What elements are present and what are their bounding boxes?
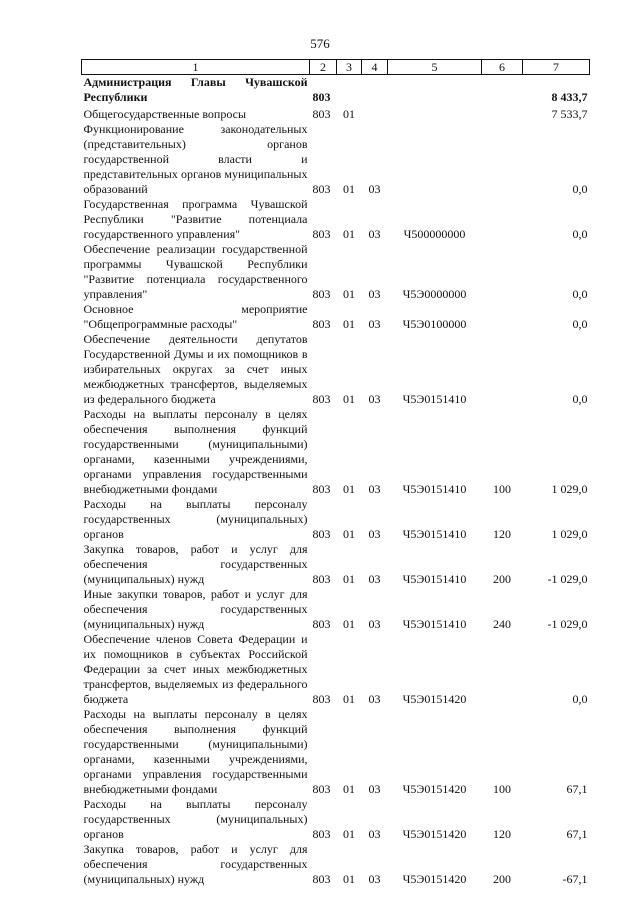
subsection-code: 03 <box>368 872 381 886</box>
ministry-code: 803 <box>312 872 331 886</box>
ministry-code: 803 <box>312 227 331 241</box>
section-code: 01 <box>343 227 355 241</box>
ministry-code: 803 <box>312 692 331 706</box>
expense-type-code: 120 <box>493 527 511 541</box>
expense-type-code <box>482 197 523 242</box>
amount: 67,1 <box>566 782 588 796</box>
table-row <box>82 407 590 497</box>
table-row <box>82 587 590 632</box>
subsection-code: 03 <box>368 617 381 631</box>
subsection-code: 03 <box>368 782 381 796</box>
section-code: 01 <box>343 572 355 586</box>
expense-type-code: 100 <box>493 482 511 496</box>
table-row <box>82 632 590 707</box>
table-row <box>82 197 590 242</box>
row-name: Расходы на выплаты персоналу в целях обеспечения выполнения функций государственными (муниципальными) органами, казенными учреждениями, органами управления государственными внебюджетными фондами <box>83 407 308 496</box>
table-row <box>82 105 590 122</box>
column-header-2: 2 <box>310 60 337 75</box>
subsection-code: 03 <box>368 392 381 406</box>
amount: 7 533,7 <box>551 107 588 121</box>
expense-type-code: 200 <box>493 572 511 586</box>
section-code: 01 <box>343 872 355 886</box>
amount: 0,0 <box>572 692 588 706</box>
subsection-code: 03 <box>368 692 381 706</box>
expense-type-code <box>482 302 523 332</box>
expense-type-code: 120 <box>493 827 511 841</box>
expense-type-code: 200 <box>493 872 511 886</box>
subsection-code: 03 <box>368 182 381 196</box>
section-code: 01 <box>343 692 355 706</box>
row-name: Расходы на выплаты персоналу в целях обеспечения выполнения функций государственными (муниципальными) органами, казенными учреждениями, органами управления государственными внебюджетными фондами <box>83 707 308 796</box>
row-name: Основное мероприятие "Общепрограммные расходы" <box>83 302 308 331</box>
table-row <box>82 497 590 542</box>
ministry-code: 803 <box>312 527 331 541</box>
ministry-code: 803 <box>312 107 331 121</box>
amount: 1 029,0 <box>551 527 588 541</box>
target-article-code: Ч5Э0151410 <box>402 572 467 586</box>
subsection-code <box>362 105 388 122</box>
expense-type-code <box>482 632 523 707</box>
amount: 67,1 <box>566 827 588 841</box>
table-row <box>82 842 590 887</box>
ministry-code: 803 <box>312 287 331 301</box>
target-article-code: Ч5Э0151410 <box>402 527 467 541</box>
target-article-code: Ч5Э0151420 <box>402 872 467 886</box>
amount: 0,0 <box>572 182 588 196</box>
expense-type-code: 100 <box>493 782 511 796</box>
target-article-code: Ч5Э0100000 <box>402 317 467 331</box>
subsection-code: 03 <box>368 527 381 541</box>
table-header <box>82 60 590 75</box>
target-article-code: Ч5Э0151410 <box>402 617 467 631</box>
row-name: Расходы на выплаты персоналу государственных (муниципальных) органов <box>83 797 308 841</box>
ministry-code: 803 <box>312 182 331 196</box>
ministry-code: 803 <box>312 782 331 796</box>
subsection-code: 03 <box>368 317 381 331</box>
table-row <box>82 75 590 106</box>
column-header-6: 6 <box>482 60 523 75</box>
amount: 0,0 <box>572 317 588 331</box>
row-name: Государственная программа Чувашской Республики "Развитие потенциала государственного управления" <box>83 197 308 241</box>
table-row <box>82 302 590 332</box>
target-article-code <box>388 122 482 197</box>
expense-type-code <box>482 75 523 106</box>
ministry-code: 803 <box>312 392 331 406</box>
column-header-4: 4 <box>362 60 388 75</box>
row-name: Обеспечение деятельности депутатов Государственной Думы и их помощников в избирательных округах за счет иных межбюджетных трансфертов, выделяемых из федерального бюджета <box>83 332 308 406</box>
target-article-code: Ч5Э0151420 <box>402 827 467 841</box>
expense-type-code: 240 <box>493 617 511 631</box>
section-code: 01 <box>343 617 355 631</box>
subsection-code: 03 <box>368 482 381 496</box>
amount: 0,0 <box>572 227 588 241</box>
section-code: 01 <box>343 482 355 496</box>
table-row <box>82 242 590 302</box>
row-name: Общегосударственные вопросы <box>83 107 247 121</box>
amount: -1 029,0 <box>547 572 588 586</box>
ministry-code: 803 <box>312 572 331 586</box>
table-row <box>82 122 590 197</box>
table-body <box>82 75 590 888</box>
section-code: 01 <box>343 392 355 406</box>
amount: -1 029,0 <box>547 617 588 631</box>
row-name: Обеспечение членов Совета Федерации и их помощников в субъектах Российской Федерации за счет иных межбюджетных трансфертов, выделяемых из федерального бюджета <box>83 632 308 706</box>
target-article-code: Ч5Э0151410 <box>402 482 467 496</box>
section-code: 01 <box>343 287 355 301</box>
expense-type-code <box>482 242 523 302</box>
subsection-code: 03 <box>368 827 381 841</box>
section-code: 01 <box>343 527 355 541</box>
budget-table <box>81 59 590 887</box>
subsection-code <box>362 75 388 106</box>
target-article-code <box>388 75 482 106</box>
table-row <box>82 707 590 797</box>
subsection-code: 03 <box>368 227 381 241</box>
target-article-code <box>388 105 482 122</box>
section-code: 01 <box>343 107 355 121</box>
amount: 0,0 <box>572 287 588 301</box>
row-name: Функционирование законодательных (представительных) органов государственной власти и представительных органов муниципальных образований <box>83 122 308 196</box>
table-row <box>82 542 590 587</box>
column-header-5: 5 <box>388 60 482 75</box>
amount: 8 433,7 <box>551 90 588 104</box>
expense-type-code <box>482 105 523 122</box>
target-article-code: Ч5Э0151420 <box>402 692 467 706</box>
section-code: 01 <box>343 827 355 841</box>
column-header-1: 1 <box>82 60 310 75</box>
row-name: Администрация Главы Чувашской Республики <box>83 75 308 104</box>
ministry-code: 803 <box>312 827 331 841</box>
subsection-code: 03 <box>368 572 381 586</box>
row-name: Закупка товаров, работ и услуг для обеспечения государственных (муниципальных) нужд <box>83 542 308 586</box>
section-code: 01 <box>343 782 355 796</box>
amount: -67,1 <box>562 872 588 886</box>
ministry-code: 803 <box>312 317 331 331</box>
amount: 0,0 <box>572 392 588 406</box>
target-article-code: Ч5Э0151410 <box>402 392 467 406</box>
section-code: 01 <box>343 317 355 331</box>
ministry-code: 803 <box>312 482 331 496</box>
row-name: Расходы на выплаты персоналу государственных (муниципальных) органов <box>83 497 308 541</box>
section-code <box>337 75 362 106</box>
ministry-code: 803 <box>312 617 331 631</box>
expense-type-code <box>482 332 523 407</box>
target-article-code: Ч5Э0000000 <box>402 287 467 301</box>
amount: 1 029,0 <box>551 482 588 496</box>
table-row <box>82 797 590 842</box>
expense-type-code <box>482 122 523 197</box>
page-number: 576 <box>310 36 330 51</box>
ministry-code: 803 <box>312 90 331 104</box>
row-name: Иные закупки товаров, работ и услуг для обеспечения государственных (муниципальных) нужд <box>83 587 308 631</box>
table-row <box>82 332 590 407</box>
row-name: Обеспечение реализации государственной программы Чувашской Республики "Развитие потенциала государственного управления" <box>83 242 308 301</box>
row-name: Закупка товаров, работ и услуг для обеспечения государственных (муниципальных) нужд <box>83 842 308 886</box>
section-code: 01 <box>343 182 355 196</box>
target-article-code: Ч500000000 <box>403 227 466 241</box>
column-header-3: 3 <box>337 60 362 75</box>
column-header-7: 7 <box>523 60 590 75</box>
target-article-code: Ч5Э0151420 <box>402 782 467 796</box>
subsection-code: 03 <box>368 287 381 301</box>
